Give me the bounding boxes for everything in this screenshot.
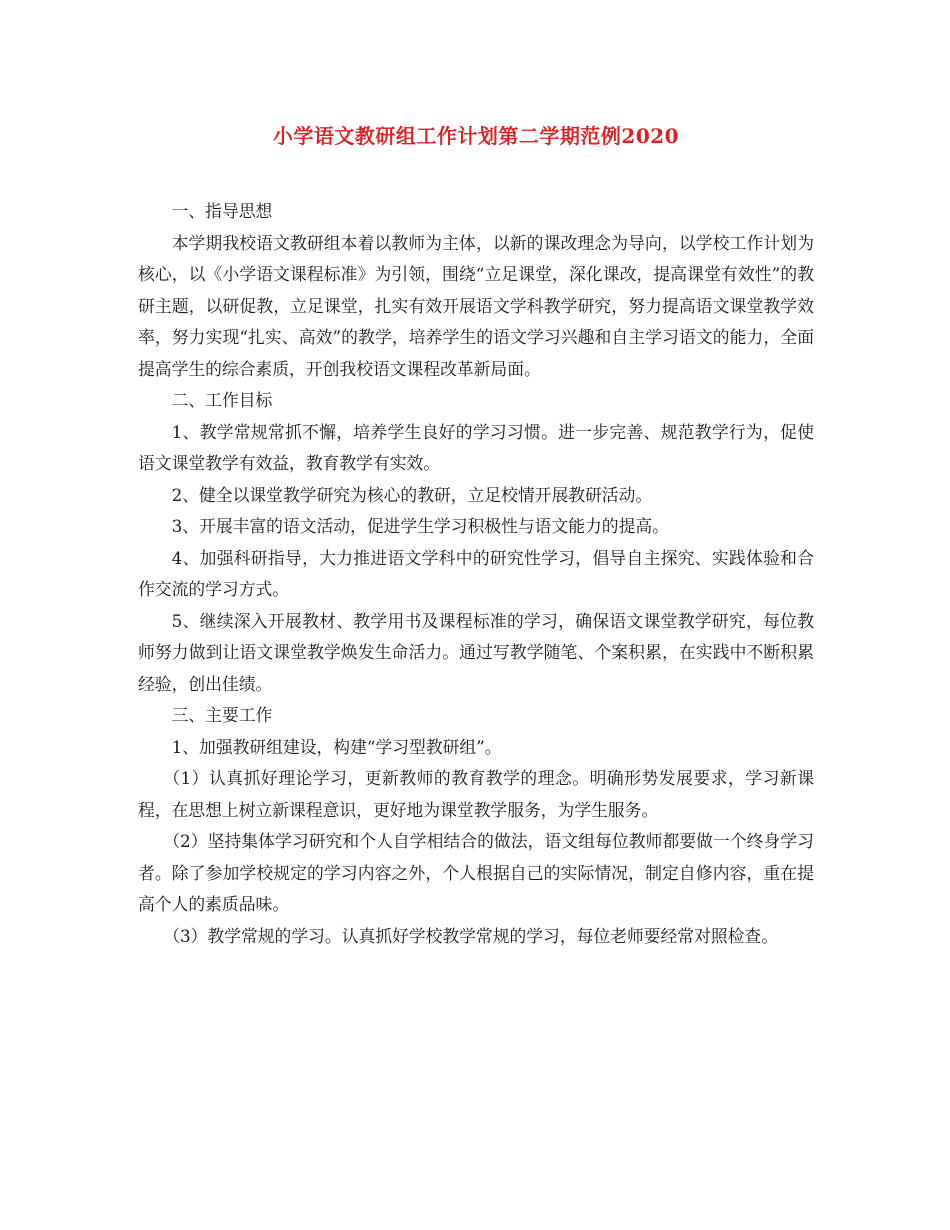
section-heading-work-goals: 二、工作目标 (171, 390, 273, 410)
document-title: 小学语文教研组工作计划第二学期范例2020 (272, 124, 680, 148)
goal-item-4: 4、加强科研指导，大力推进语文学科中的研究性学习，倡导自主探究、实践体验和合作交流的学习方式。 (138, 547, 814, 599)
goal-item-3: 3、开展丰富的语文活动，促进学生学习积极性与语文能力的提高。 (171, 516, 669, 536)
work-item-1: 1、加强教研组建设，构建“学习型教研组”。 (171, 736, 502, 757)
goal-item-5: 5、继续深入开展教材、教学用书及课程标准的学习，确保语文课堂教学研究，每位教师努力做到让语文课堂教学焕发生命活力。通过写教学随笔、个案积累，在实践中不断积累经验，创出佳绩。 (138, 610, 814, 694)
section-heading-guiding-ideology: 一、指导思想 (171, 201, 273, 221)
document-body (138, 120, 814, 952)
paragraph-guiding-ideology: 本学期我校语文教研组本着以教师为主体，以新的课改理念为导向，以学校工作计划为核心，以《小学语文课程标准》为引领，围绕“立足课堂，深化课改，提高课堂有效性”的教研主题，以研促教，立足课堂，扎实有效开展语文学科教学研究，努力提高语文课堂教学效率，努力实现“扎实、高效”的教学，培养学生的语文学习兴趣和自主学习语文的能力，全面提高学生的综合素质，开创我校语文课程改革新局面。 (138, 232, 814, 379)
work-subitem-3: （3）教学常规的学习。认真抓好学校教学常规的学习，每位老师要经常对照检查。 (163, 925, 778, 946)
goal-item-2: 2、健全以课堂教学研究为核心的教研，立足校情开展教研活动。 (171, 484, 653, 505)
work-subitem-1: （1）认真抓好理论学习，更新教师的教育教学的理念。明确形势发展要求，学习新课程，在思想上树立新课程意识，更好地为课堂教学服务，为学生服务。 (138, 768, 814, 820)
section-heading-main-work: 三、主要工作 (171, 705, 273, 725)
goal-item-1: 1、教学常规常抓不懈，培养学生良好的学习习惯。进一步完善、规范教学行为，促使语文课堂教学有效益，教育教学有实效。 (138, 421, 814, 473)
work-subitem-2: （2）坚持集体学习研究和个人自学相结合的做法，语文组每位教师都要做一个终身学习者。除了参加学校规定的学习内容之外，个人根据自己的实际情况，制定自修内容，重在提高个人的素质品味。 (138, 831, 814, 914)
